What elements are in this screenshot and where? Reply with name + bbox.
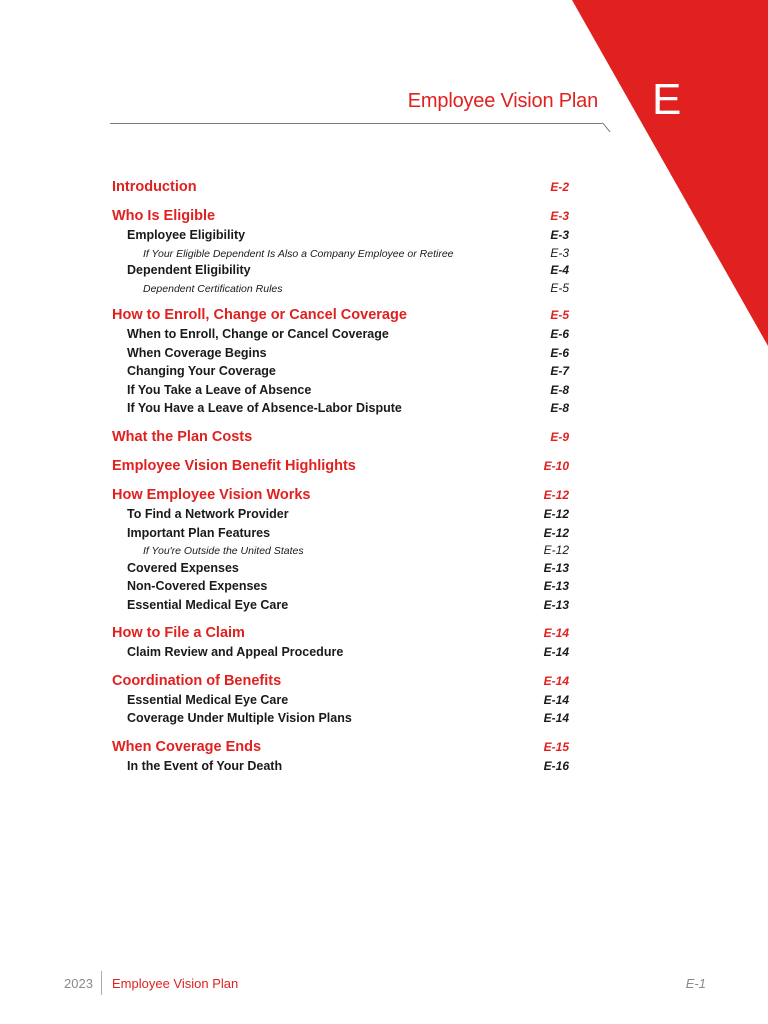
toc-entry-sub[interactable] [112,226,569,245]
toc-entry-page: E-15 [543,740,569,755]
toc-entry-page: E-5 [550,280,569,295]
toc-entry-label: Changing Your Coverage [127,364,276,379]
toc-entry-sub[interactable] [112,596,569,615]
toc-entry-page: E-12 [543,506,569,521]
toc-entry-page: E-3 [550,209,569,223]
toc-entry-section[interactable] [112,456,569,476]
footer-divider [101,971,102,995]
toc-entry-page: E-16 [543,759,569,774]
toc-entry-page: E-3 [550,245,569,260]
toc-entry-page: E-10 [543,458,569,473]
toc-entry-section[interactable] [112,671,569,691]
toc-entry-label: How to File a Claim [112,625,245,642]
toc-entry-page: E-7 [550,364,569,379]
toc-entry-sub[interactable] [112,709,569,728]
toc-entry-label: When Coverage Ends [112,739,262,756]
toc-entry-label: Introduction [112,179,197,195]
table-of-contents [112,177,569,776]
toc-entry-label: Who Is Eligible [112,208,216,224]
toc-entry-label: Dependent Eligibility [127,262,251,277]
toc-entry-label: If You Take a Leave of Absence [127,382,312,397]
toc-entry-section[interactable] [112,427,569,447]
toc-entry-label: Coordination of Benefits [112,672,282,689]
toc-entry-page: E-8 [550,401,569,416]
toc-entry-page: E-6 [550,345,569,360]
toc-entry-page: E-9 [550,429,569,444]
toc-entry-page: E-12 [543,525,569,540]
footer-year: 2023 [64,976,93,991]
toc-entry-label: Claim Review and Appeal Procedure [127,645,344,660]
toc-entry-sub[interactable] [112,344,569,363]
toc-entry-label: How Employee Vision Works [112,486,311,503]
toc-entry-label: Important Plan Features [127,525,271,540]
toc-entry-sub[interactable] [112,399,569,418]
toc-entry-sub[interactable] [112,577,569,596]
toc-entry-page: E-6 [550,326,569,341]
toc-entry-page: E-13 [543,560,569,575]
toc-entry-sub[interactable] [112,362,569,381]
title-divider [110,123,602,124]
section-letter: E [652,75,682,124]
footer-title: Employee Vision Plan [112,976,239,991]
page-footer [64,975,706,993]
toc-entry-page: E-13 [543,579,569,594]
toc-entry-page: E-13 [543,597,569,612]
toc-entry-label: What the Plan Costs [112,428,253,445]
toc-entry-label: Coverage Under Multiple Vision Plans [127,711,352,726]
toc-entry-sub[interactable] [112,524,569,543]
toc-entry-label: Essential Medical Eye Care [127,597,289,612]
toc-entry-sub[interactable] [112,505,569,524]
toc-entry-page: E-14 [543,645,569,660]
toc-entry-label: If Your Eligible Dependent Is Also a Company Employee or Retiree [143,247,454,260]
toc-entry-page: E-12 [543,543,569,558]
toc-entry-sub[interactable] [112,325,569,344]
toc-entry-label: When Coverage Begins [127,345,267,360]
toc-entry-page: E-14 [543,692,569,707]
toc-entry-sub[interactable] [112,757,569,776]
toc-entry-label: If You're Outside the United States [143,545,304,558]
toc-entry-section[interactable] [112,177,569,197]
toc-entry-page: E-5 [550,307,569,322]
toc-entry-sub[interactable] [112,261,569,280]
toc-entry-sub[interactable] [112,381,569,400]
toc-entry-page: E-14 [543,626,569,641]
toc-entry-section[interactable] [112,305,569,325]
toc-entry-subsub[interactable] [112,542,569,558]
toc-entry-section[interactable] [112,623,569,643]
toc-entry-label: In the Event of Your Death [127,759,283,774]
toc-entry-page: E-14 [543,711,569,726]
toc-entry-label: Covered Expenses [127,560,239,575]
toc-entry-label: How to Enroll, Change or Cancel Coverage [112,306,407,323]
toc-entry-sub[interactable] [112,691,569,710]
toc-entry-section[interactable] [112,737,569,757]
toc-entry-section[interactable] [112,206,569,226]
toc-entry-label: If You Have a Leave of Absence-Labor Dispute [127,401,402,416]
toc-entry-label: Employee Eligibility [127,228,246,242]
toc-entry-section[interactable] [112,485,569,505]
toc-entry-page: E-4 [550,262,569,277]
footer-page-number: E-1 [685,976,706,991]
toc-entry-label: To Find a Network Provider [127,506,289,521]
toc-entry-page: E-14 [543,673,569,688]
toc-entry-label: Employee Vision Benefit Highlights [112,457,356,474]
toc-entry-label: Essential Medical Eye Care [127,692,289,707]
page-title: Employee Vision Plan [407,90,598,112]
toc-entry-label: Dependent Certification Rules [143,282,283,295]
toc-entry-page: E-12 [543,487,569,502]
toc-entry-page: E-2 [550,180,569,194]
toc-entry-page: E-8 [550,382,569,397]
toc-entry-sub[interactable] [112,559,569,578]
toc-entry-page: E-3 [550,228,569,242]
toc-entry-label: When to Enroll, Change or Cancel Coverage [127,326,389,341]
toc-entry-subsub[interactable] [112,245,569,261]
toc-entry-label: Non-Covered Expenses [127,579,268,594]
toc-entry-subsub[interactable] [112,280,569,296]
toc-entry-sub[interactable] [112,643,569,662]
